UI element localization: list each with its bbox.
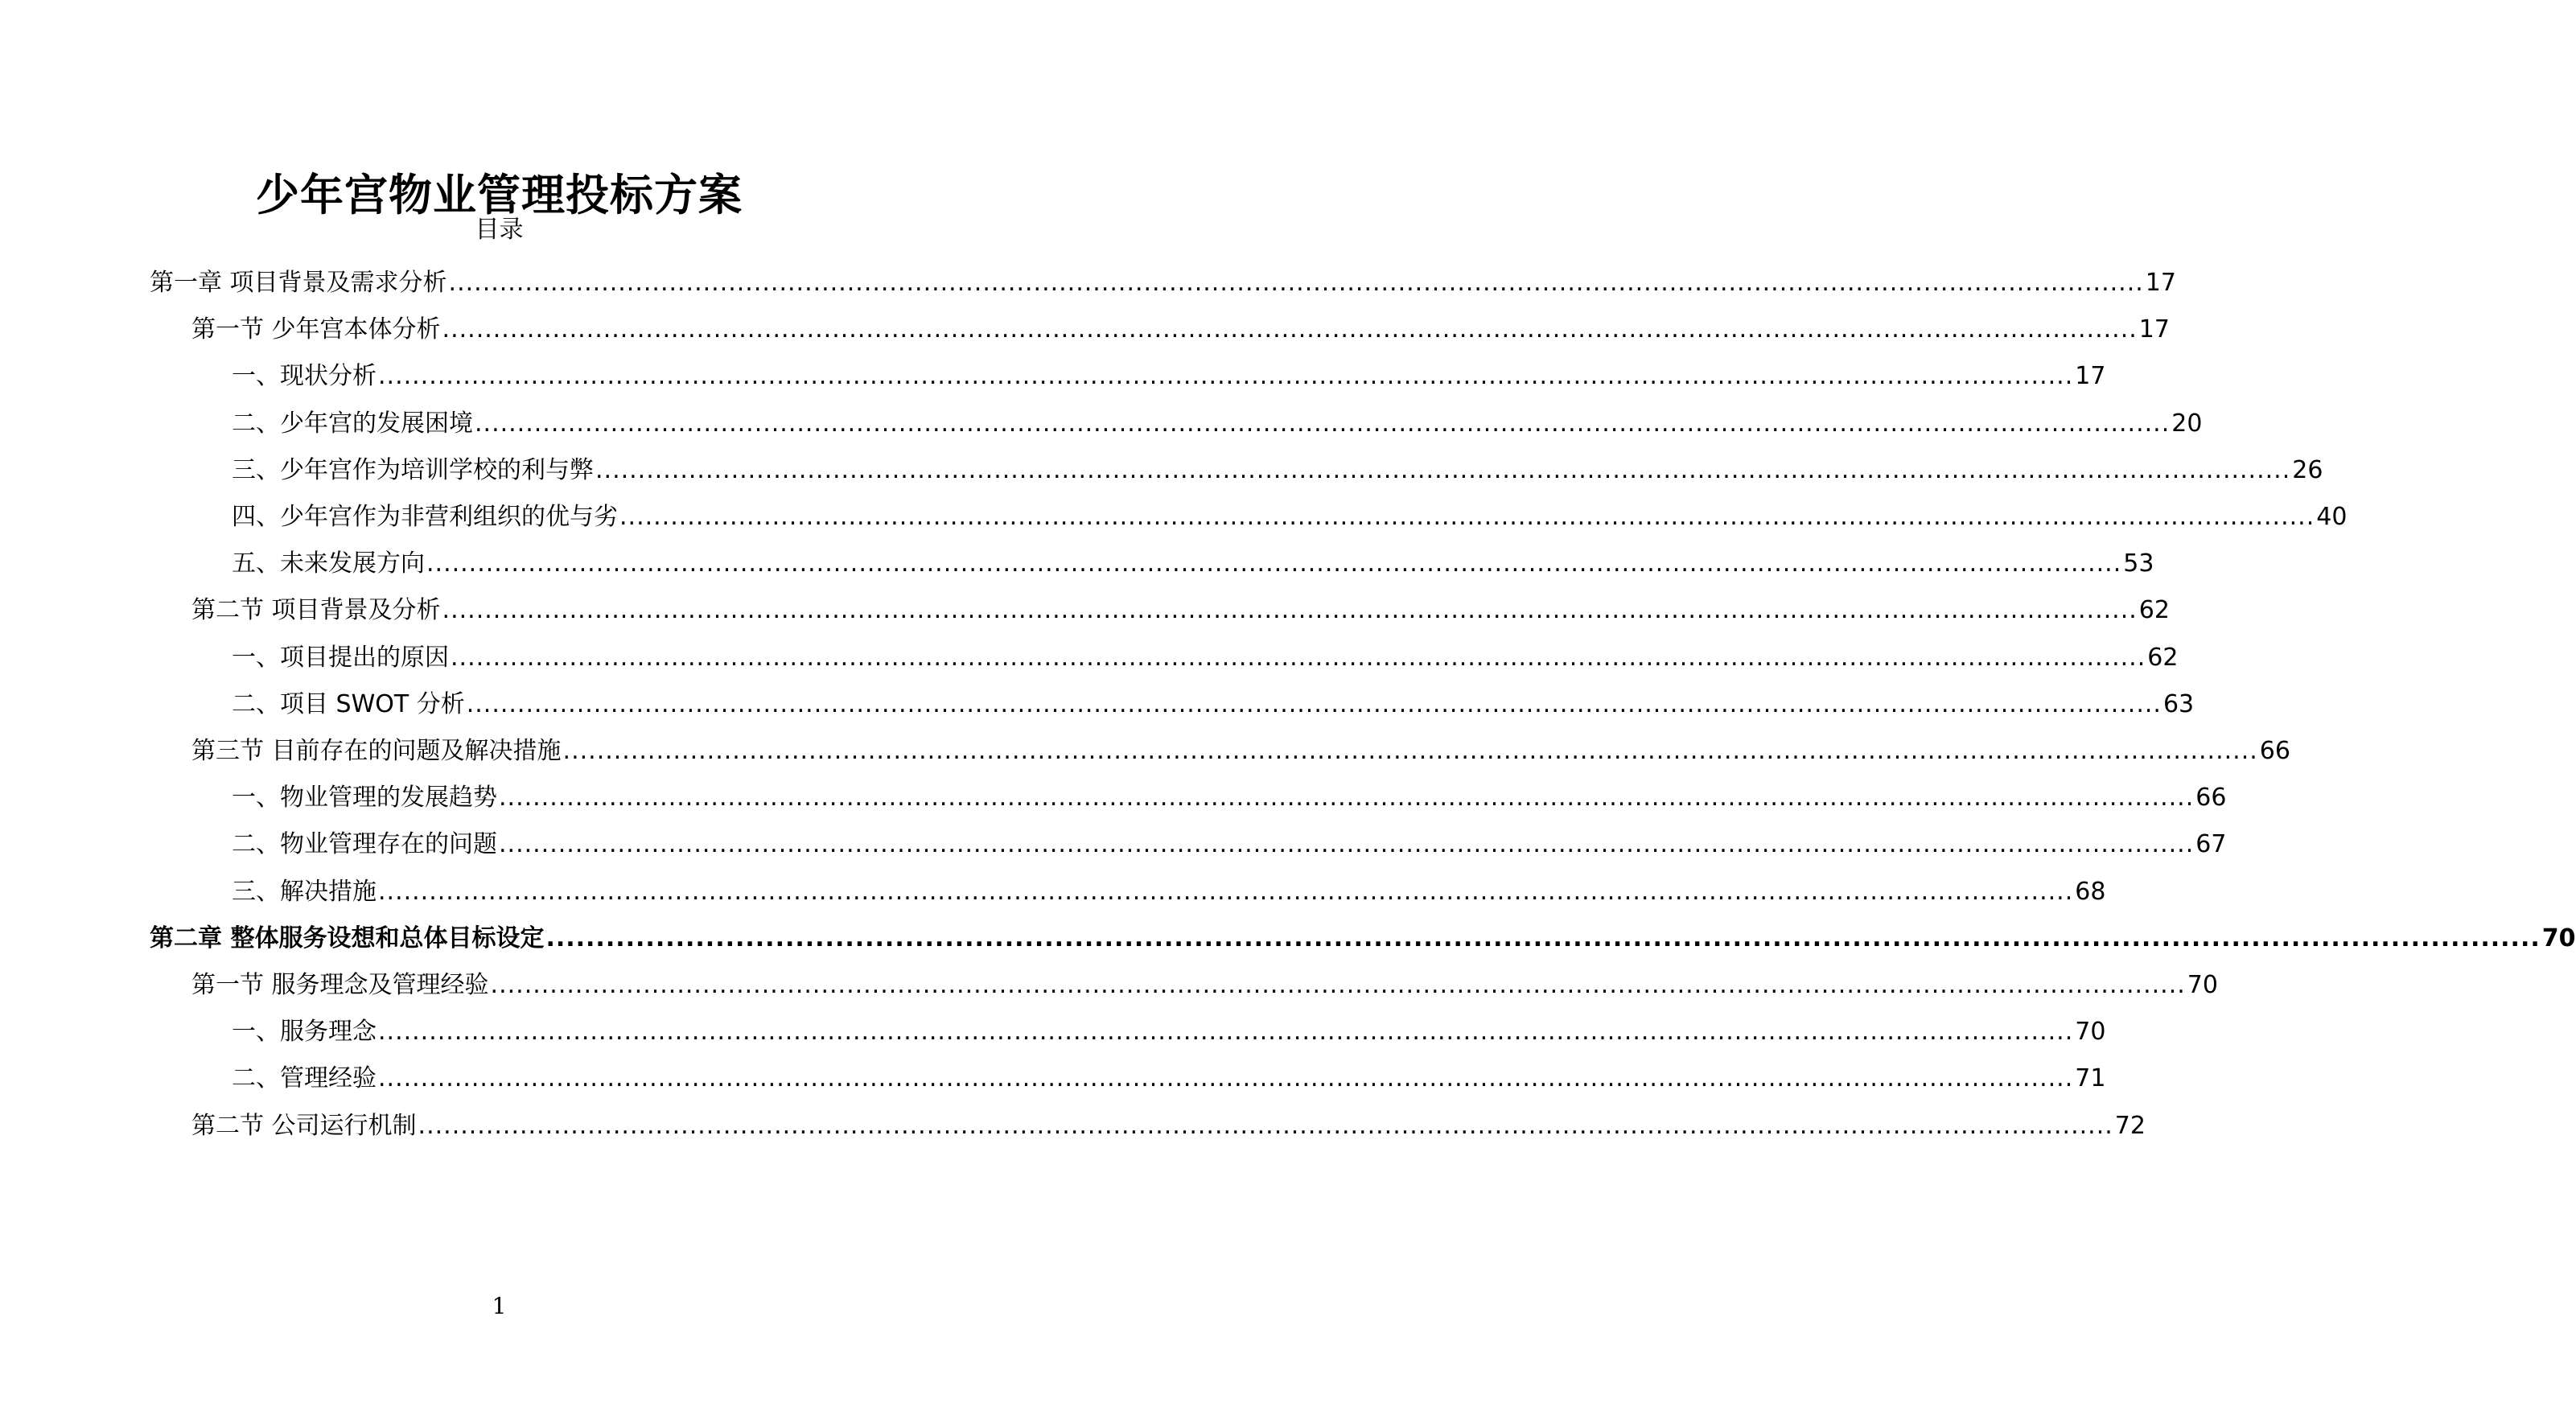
toc-dot-leader: ........................................................................................................................................................................................................ <box>378 877 2074 906</box>
toc-entry-label: 二、少年宫的发展困境 <box>232 409 473 438</box>
toc-entry[interactable] <box>191 1109 2146 1144</box>
toc-entry-page: 66 <box>2259 737 2290 765</box>
toc-dot-leader: ........................................................................................................................................................................................................ <box>442 596 2138 625</box>
toc-dot-leader: ........................................................................................................................................................................................................ <box>378 362 2074 391</box>
toc-entry-page: 66 <box>2195 784 2227 812</box>
document-title: 少年宫物业管理投标方案 <box>256 170 743 221</box>
toc-entry-page: 26 <box>2292 455 2323 484</box>
toc-entry-page: 17 <box>2145 269 2176 297</box>
toc-entry-page: 70 <box>2187 971 2218 999</box>
toc-dot-leader: ........................................................................................................................................................................................................ <box>499 830 2195 859</box>
toc-entry-label: 一、服务理念 <box>232 1018 377 1047</box>
toc-dot-leader: ........................................................................................................................................................................................................ <box>426 549 2122 578</box>
toc-entry-page: 53 <box>2123 549 2154 578</box>
toc-entry[interactable] <box>232 780 2227 816</box>
toc-dot-leader: ........................................................................................................................................................................................................ <box>451 643 2146 672</box>
toc-entry[interactable] <box>150 265 2176 301</box>
toc-entry-label: 三、解决措施 <box>232 877 377 906</box>
toc-entry-page: 71 <box>2075 1064 2106 1093</box>
toc-dot-leader: ........................................................................................................................................................................................................ <box>490 971 2186 999</box>
toc-entry[interactable] <box>232 640 2179 676</box>
page-number: 1 <box>492 1293 507 1319</box>
toc-entry-label: 二、项目 SWOT 分析 <box>232 689 465 718</box>
toc-entry-label: 第一节 服务理念及管理经验 <box>191 971 489 999</box>
toc-entry-label: 第一节 少年宫本体分析 <box>191 315 441 344</box>
toc-dot-leader: ........................................................................................................................................................................................................ <box>595 455 2291 484</box>
toc-entry-page: 70 <box>2541 924 2576 952</box>
toc-dot-leader: ........................................................................................................................................................................................................ <box>378 1018 2074 1047</box>
toc-entry-label: 第一章 项目背景及需求分析 <box>150 269 447 297</box>
toc-heading: 目录 <box>475 216 524 244</box>
toc-dot-leader: ........................................................................................................................................................................................................ <box>418 1111 2113 1140</box>
toc-entry-page: 63 <box>2162 689 2195 718</box>
toc-entry[interactable] <box>232 500 2348 535</box>
toc-entry[interactable] <box>150 921 2576 956</box>
toc-dot-leader: ........................................................................................................................................................................................................ <box>562 737 2258 765</box>
toc-entry-label: 第三节 目前存在的问题及解决措施 <box>191 737 562 765</box>
toc-entry-label: 一、项目提出的原因 <box>232 643 449 672</box>
toc-entry-page: 72 <box>2114 1111 2146 1140</box>
toc-dot-leader: ........................................................................................................................................................................................................ <box>448 269 2144 297</box>
toc-entry-label: 四、少年宫作为非营利组织的优与劣 <box>232 503 618 531</box>
toc-entry-label: 二、物业管理存在的问题 <box>232 830 497 859</box>
toc-entry-label: 五、未来发展方向 <box>232 549 425 578</box>
toc-dot-leader: ........................................................................................................................................................................................................ <box>545 924 2541 952</box>
toc-entry-label: 一、现状分析 <box>232 362 377 391</box>
toc-dot-leader: ........................................................................................................................................................................................................ <box>475 409 2171 438</box>
toc-dot-leader: ........................................................................................................................................................................................................ <box>466 689 2162 718</box>
toc-entry[interactable] <box>232 406 2203 442</box>
toc-entry[interactable] <box>232 1061 2106 1096</box>
toc-entry[interactable] <box>232 687 2195 722</box>
toc-entry-label: 一、物业管理的发展趋势 <box>232 784 497 812</box>
toc-dot-leader: ........................................................................................................................................................................................................ <box>442 315 2138 344</box>
toc-entry-page: 20 <box>2171 409 2203 438</box>
toc-entry[interactable] <box>232 546 2154 582</box>
toc-entry-label: 三、少年宫作为培训学校的利与弊 <box>232 455 594 484</box>
toc-entry-page: 62 <box>2138 596 2170 625</box>
toc-entry-label: 二、管理经验 <box>232 1064 377 1093</box>
toc-dot-leader: ........................................................................................................................................................................................................ <box>619 503 2315 531</box>
toc-entry-page: 68 <box>2075 877 2106 906</box>
toc-entry-page: 17 <box>2138 315 2170 344</box>
toc-entry[interactable] <box>191 593 2170 628</box>
toc-entry[interactable] <box>191 734 2290 769</box>
toc-entry-page: 17 <box>2075 362 2106 391</box>
toc-entry-page: 70 <box>2075 1018 2106 1047</box>
toc-entry-page: 40 <box>2316 503 2348 531</box>
toc-entry-label: 第二章 整体服务设想和总体目标设定 <box>150 924 545 952</box>
toc-entry[interactable] <box>232 827 2227 862</box>
toc-entry-page: 67 <box>2195 830 2227 859</box>
toc-entry[interactable] <box>232 874 2106 910</box>
toc-entry-page: 62 <box>2147 643 2179 672</box>
toc-entry-label: 第二节 公司运行机制 <box>191 1111 417 1140</box>
toc-entry[interactable] <box>232 453 2323 488</box>
toc-entry[interactable] <box>232 1014 2106 1050</box>
toc-dot-leader: ........................................................................................................................................................................................................ <box>499 784 2195 812</box>
toc-entry[interactable] <box>191 968 2218 1003</box>
toc-dot-leader: ........................................................................................................................................................................................................ <box>378 1064 2074 1093</box>
toc-entry[interactable] <box>191 312 2170 348</box>
toc-entry-label: 第二节 项目背景及分析 <box>191 596 441 625</box>
toc-entry[interactable] <box>232 359 2106 394</box>
